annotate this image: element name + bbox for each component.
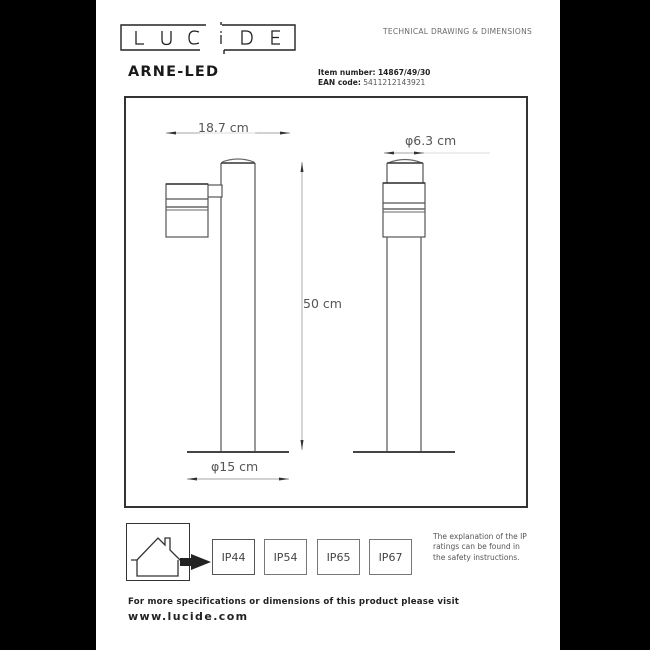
ip-rating-badge: IP54 <box>264 539 307 575</box>
base-diameter-label: φ15 cm <box>211 459 259 474</box>
height-dimension-label: 50 cm <box>303 296 342 311</box>
website-link[interactable]: www.lucide.com <box>128 610 249 623</box>
front-view-lamp <box>353 153 490 452</box>
head-diameter-label: φ6.3 cm <box>405 133 457 148</box>
width-dimension-label: 18.7 cm <box>198 120 249 135</box>
ip-rating-badge: IP65 <box>317 539 360 575</box>
side-view-lamp <box>166 133 302 479</box>
ip-rating-badge: IP67 <box>369 539 412 575</box>
document-type-label: TECHNICAL DRAWING & DIMENSIONS <box>383 27 533 36</box>
ean-value: 5411212143921 <box>363 78 426 87</box>
footer-text: For more specifications or dimensions of this product please visit <box>128 597 460 607</box>
outdoor-house-box <box>126 523 190 581</box>
arrow-right-icon <box>180 553 212 571</box>
ip-rating-note: The explanation of the IP ratings can be found in the safety instructions. <box>433 532 527 562</box>
ean-label: EAN code: <box>318 78 361 87</box>
product-name: ARNE-LED <box>128 64 220 80</box>
item-number-value: 14867/49/30 <box>377 68 431 77</box>
ip-rating-badge: IP44 <box>212 539 255 575</box>
spec-sheet-page <box>96 0 560 650</box>
item-number-label: Item number: <box>318 68 376 77</box>
technical-drawing <box>96 0 560 520</box>
house-icon <box>127 524 189 580</box>
